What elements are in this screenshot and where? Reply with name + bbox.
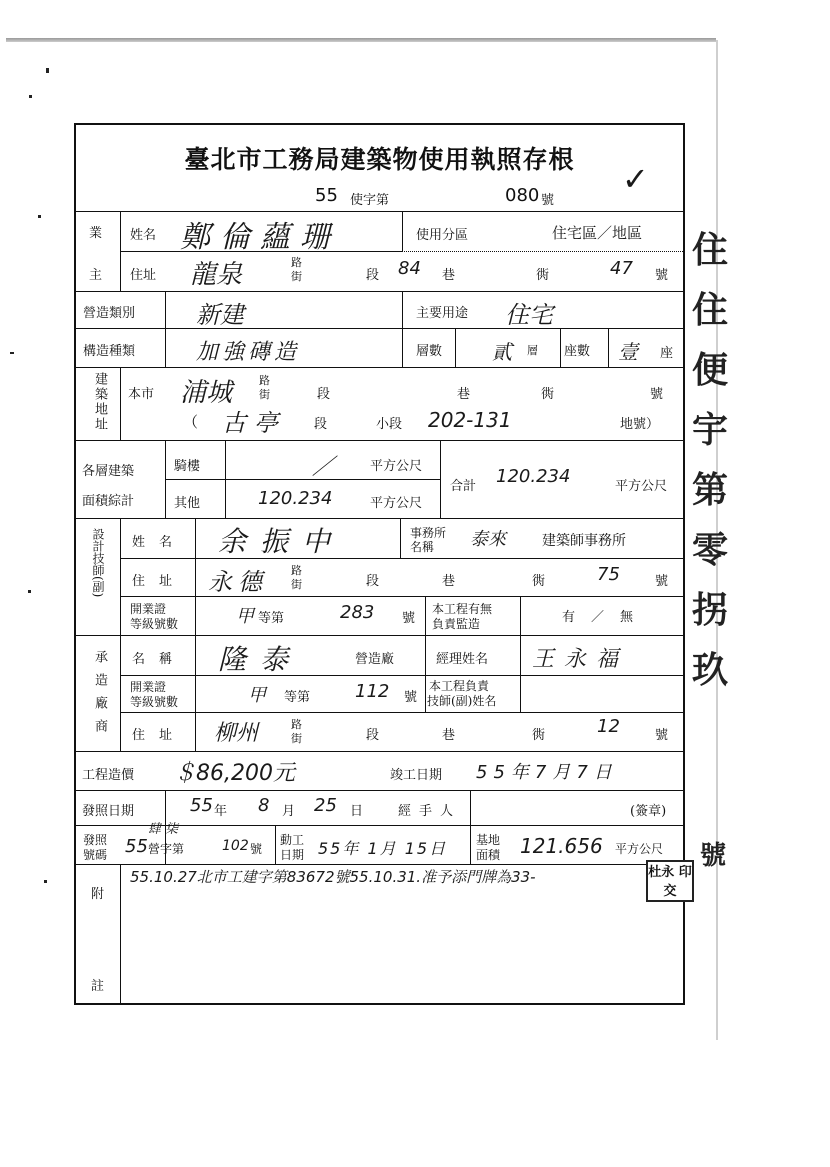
scan-speck xyxy=(29,95,32,98)
site-lot-number: 202-131 xyxy=(428,408,512,432)
supervise-label: 負責監造 xyxy=(432,617,481,631)
blocks-value: 壹 xyxy=(618,340,638,364)
license-grade: 甲 xyxy=(236,606,254,627)
site-area-unit: 平方公尺 xyxy=(615,842,664,856)
structure-label: 構造種類 xyxy=(83,344,136,359)
site-area-label: 面積 xyxy=(476,848,501,862)
section-word: 段 xyxy=(366,728,380,743)
page-title: 臺北市工務局建築物使用執照存根 xyxy=(184,145,575,174)
license-grade: 甲 xyxy=(248,685,266,706)
side-char: 宇 xyxy=(691,409,728,451)
owner-section-label: 主 xyxy=(89,268,103,283)
use-zone-value: 住宅區／地區 xyxy=(552,224,643,242)
area-unit: 平方公尺 xyxy=(370,496,423,511)
alley-word: 衖 xyxy=(532,728,546,743)
site-city: 本市 xyxy=(128,387,155,402)
cost-value: ＄86,200元 xyxy=(174,761,295,786)
start-label: 動工 xyxy=(280,833,305,847)
site-label: 建築地址 xyxy=(92,372,107,432)
block-unit: 座 xyxy=(660,346,674,361)
side-char-hao: 號 xyxy=(700,841,727,871)
rule xyxy=(402,211,403,251)
district-section: 段 xyxy=(314,417,328,432)
number-word: 號 xyxy=(655,728,669,743)
site-road: 浦城 xyxy=(180,378,233,408)
rule xyxy=(425,596,426,635)
remarks-text: 55.10.27北市工建字第83672號55.10.31.准予添門牌為33- xyxy=(130,868,536,886)
blocks-label: 座數 xyxy=(564,344,591,359)
permit-over-note: 肆柒 xyxy=(148,822,183,837)
subsection-word: 小段 xyxy=(376,417,403,432)
supervise-value: 有／無 xyxy=(562,610,650,625)
license-label: 等級號數 xyxy=(130,695,179,709)
rule xyxy=(120,712,685,713)
rule xyxy=(400,518,401,558)
license-number: 283 xyxy=(340,602,375,623)
contractor-address-road: 柳州 xyxy=(214,721,259,746)
rule xyxy=(120,518,121,751)
rule xyxy=(120,367,121,440)
engineer-label: 本工程負責 xyxy=(429,679,490,693)
cost-label: 工程造價 xyxy=(82,768,135,783)
alley-word: 衖 xyxy=(536,268,550,283)
other-label: 其他 xyxy=(174,496,201,511)
street-word: 街 xyxy=(291,578,302,591)
manager-label: 經理姓名 xyxy=(436,652,489,667)
permit-prefix: 使字第 xyxy=(350,193,390,208)
contractor-section-label: 承造廠商 xyxy=(92,650,107,742)
area-label: 面積綜計 xyxy=(82,494,135,509)
rule xyxy=(74,751,685,752)
scan-speck xyxy=(46,68,49,73)
manager-name: 王永福 xyxy=(532,647,629,672)
rule xyxy=(520,596,521,635)
main-use-label: 主要用途 xyxy=(416,306,469,321)
rule xyxy=(74,211,685,212)
permit-no-end: 號 xyxy=(250,842,263,856)
lane-word: 巷 xyxy=(442,574,456,589)
number-word: 號 xyxy=(650,387,664,402)
arcade-label: 騎樓 xyxy=(174,459,201,474)
site-area-label: 基地 xyxy=(476,833,501,847)
arcade-value: ／ xyxy=(312,455,335,480)
site-district: 古亭 xyxy=(222,409,286,437)
rule xyxy=(165,291,166,367)
number-word: 號 xyxy=(655,574,669,589)
rule xyxy=(425,635,426,712)
office-name: 泰來 xyxy=(470,529,506,550)
area-unit: 平方公尺 xyxy=(615,479,668,494)
sign-label: (簽章) xyxy=(630,804,667,819)
rule xyxy=(560,328,561,367)
rule xyxy=(74,864,685,865)
start-value: 55年 1月 15日 xyxy=(318,839,448,858)
rule xyxy=(402,251,685,252)
section-word: 段 xyxy=(317,387,331,402)
rule xyxy=(165,440,166,518)
side-char: 零 xyxy=(691,529,728,571)
section-word: 段 xyxy=(366,268,380,283)
license-label: 開業證 xyxy=(130,602,167,616)
site-area-value: 121.656 xyxy=(520,834,603,858)
remarks-stamp: 杜永 印交 xyxy=(646,860,694,902)
owner-name-label: 姓名 xyxy=(130,228,157,243)
license-end: 號 xyxy=(402,611,416,626)
side-char: 第 xyxy=(691,469,728,511)
structure-value: 加強磚造 xyxy=(196,340,301,365)
remarks-label: 註 xyxy=(91,979,105,994)
completion-value: 55年7月7日 xyxy=(476,762,618,783)
issue-day-word: 日 xyxy=(350,804,364,819)
construction-type-value: 新建 xyxy=(196,301,244,329)
owner-address-label: 住址 xyxy=(130,268,157,283)
owner-section-label: 業 xyxy=(89,226,103,241)
license-number: 112 xyxy=(355,681,390,702)
rule xyxy=(120,558,685,559)
lane-word: 巷 xyxy=(442,268,456,283)
remarks-label: 附 xyxy=(91,887,105,902)
road-word: 路 xyxy=(291,256,302,269)
road-word: 路 xyxy=(259,374,270,387)
rule xyxy=(195,518,196,751)
lane-word: 巷 xyxy=(457,387,471,402)
owner-address-road: 龍泉 xyxy=(190,260,243,290)
license-label: 等級號數 xyxy=(130,617,179,631)
other-value: 120.234 xyxy=(258,488,333,509)
permit-no-value: 102 xyxy=(222,838,249,854)
rule xyxy=(74,518,685,519)
office-suffix: 建築師事務所 xyxy=(542,533,626,549)
office-label: 事務所 xyxy=(410,526,447,540)
handler-label: 經手人 xyxy=(398,804,462,819)
total-label: 合計 xyxy=(450,479,477,494)
scan-edge-top xyxy=(6,38,716,42)
rule xyxy=(74,635,685,636)
street-word: 街 xyxy=(291,732,302,745)
section-word: 段 xyxy=(366,574,380,589)
floor-unit: 層 xyxy=(527,344,538,357)
issue-label: 發照日期 xyxy=(82,804,135,819)
road-word: 路 xyxy=(291,564,302,577)
rule xyxy=(275,825,276,864)
rule xyxy=(520,635,521,712)
issue-month: 8 xyxy=(258,795,270,816)
contractor-name: 隆泰 xyxy=(218,643,303,676)
street-word: 街 xyxy=(291,270,302,283)
start-label: 日期 xyxy=(280,848,305,862)
rule xyxy=(440,440,441,518)
owner-lane: 84 xyxy=(398,258,421,279)
designer-name: 余振中 xyxy=(218,525,345,558)
rule xyxy=(470,825,471,864)
scan-speck xyxy=(10,352,14,354)
owner-name: 鄭倫蘊珊 xyxy=(180,220,340,255)
designer-house-number: 75 xyxy=(597,564,620,585)
side-char: 拐 xyxy=(691,589,728,631)
contractor-house-number: 12 xyxy=(597,716,620,737)
paren-open: （ xyxy=(183,413,199,431)
permit-no-label: 發照 xyxy=(83,833,108,847)
area-label: 各層建築 xyxy=(82,464,135,479)
rule xyxy=(74,367,685,368)
alley-word: 衖 xyxy=(541,387,555,402)
rule xyxy=(120,675,685,676)
alley-word: 衖 xyxy=(532,574,546,589)
side-char: 住 xyxy=(691,289,728,331)
permit-no-year: 55 xyxy=(125,836,148,857)
license-mid: 等第 xyxy=(284,690,311,705)
license-end: 號 xyxy=(404,690,418,705)
side-char: 住 xyxy=(691,229,728,271)
scan-speck xyxy=(28,590,31,593)
rule xyxy=(225,440,226,518)
total-value: 120.234 xyxy=(496,466,571,487)
area-unit: 平方公尺 xyxy=(370,459,423,474)
office-label: 名稱 xyxy=(410,540,435,554)
side-text-column xyxy=(690,220,730,700)
scan-speck xyxy=(38,215,41,218)
contractor-address-label: 住址 xyxy=(132,728,187,743)
license-label: 開業證 xyxy=(130,680,167,694)
rule xyxy=(402,291,403,367)
license-mid: 等第 xyxy=(258,611,285,626)
permit-year: 55 xyxy=(315,185,338,206)
permit-no-prefix: 營字第 xyxy=(148,842,185,856)
designer-section-label: 設計技師(副) xyxy=(91,528,105,598)
rule xyxy=(165,479,440,480)
rule xyxy=(455,328,456,367)
permit-number: 080 xyxy=(505,185,540,206)
designer-address-road: 永德 xyxy=(208,568,268,596)
side-char: 便 xyxy=(691,349,728,391)
rule xyxy=(120,211,121,291)
contractor-name-suffix: 營造廠 xyxy=(355,652,395,667)
contractor-name-label: 名稱 xyxy=(132,652,187,667)
rule xyxy=(470,790,471,825)
permit-suffix: 號 xyxy=(541,193,555,208)
rule xyxy=(608,328,609,367)
lane-word: 巷 xyxy=(442,728,456,743)
engineer-label: 技師(副)姓名 xyxy=(427,694,497,708)
issue-day: 25 xyxy=(314,795,337,816)
floors-label: 層數 xyxy=(416,344,443,359)
scan-speck xyxy=(44,880,47,883)
check-mark: ✓ xyxy=(622,160,649,198)
road-word: 路 xyxy=(291,718,302,731)
issue-month-word: 月 xyxy=(282,804,296,819)
construction-type-label: 營造類別 xyxy=(83,306,136,321)
lot-word: 地號） xyxy=(620,417,660,432)
rule xyxy=(120,864,121,1005)
rule xyxy=(120,596,685,597)
main-use-value: 住宅 xyxy=(505,301,553,329)
street-word: 街 xyxy=(259,388,270,401)
number-word: 號 xyxy=(655,268,669,283)
permit-no-label: 號碼 xyxy=(83,848,108,862)
issue-year-word: 年 xyxy=(214,804,228,819)
designer-name-label: 姓名 xyxy=(132,535,187,550)
use-zone-label: 使用分區 xyxy=(416,228,469,243)
supervise-label: 本工程有無 xyxy=(432,602,493,616)
side-char: 玖 xyxy=(691,649,728,691)
owner-house-number: 47 xyxy=(610,258,633,279)
issue-year: 55 xyxy=(190,795,213,816)
completion-label: 竣工日期 xyxy=(390,768,443,783)
designer-address-label: 住址 xyxy=(132,574,187,589)
floors-value: 貳 xyxy=(492,340,512,364)
